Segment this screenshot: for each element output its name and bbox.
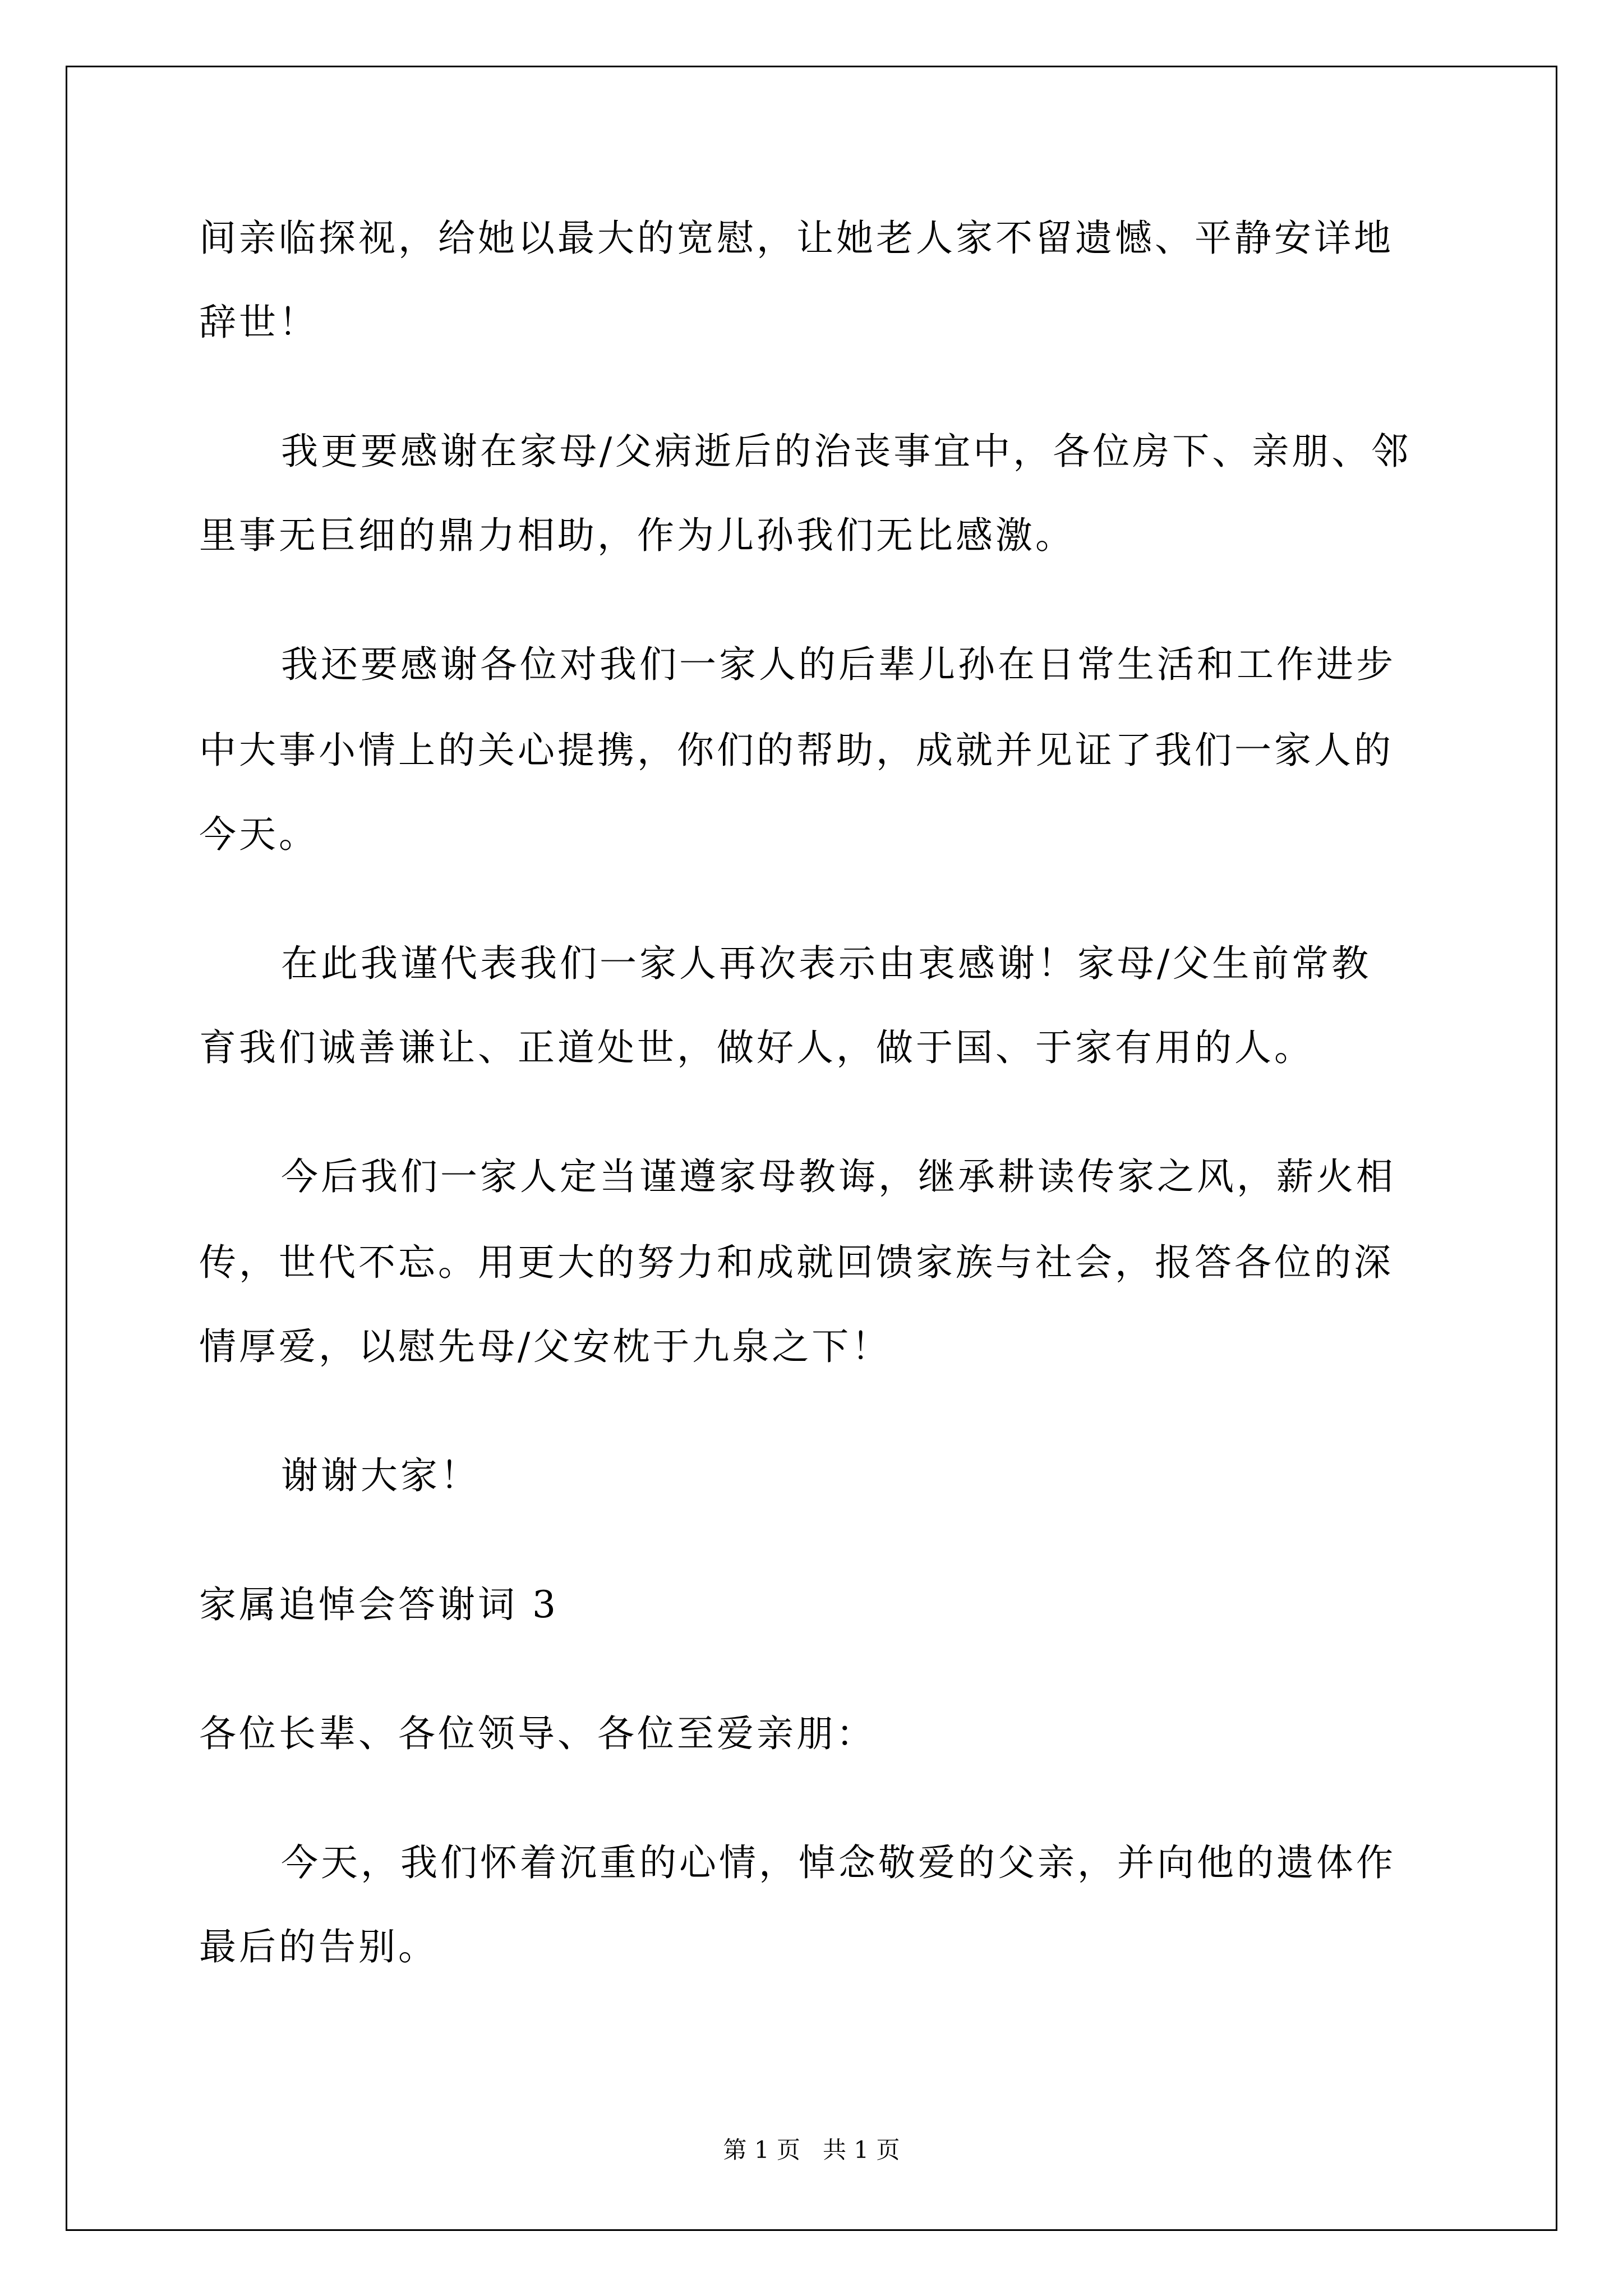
text-line: 育我们诚善谦让、正道处世，做好人，做于国、于家有用的人。	[199, 1026, 1314, 1069]
text-line: 间亲临探视，给她以最大的宽慰，让她老人家不留遗憾、平静安详地	[199, 217, 1394, 260]
salutation: 各位长辈、各位领导、各位至爱亲朋：	[199, 1712, 876, 1755]
text-line: 今天。	[199, 813, 319, 856]
paragraph-start: 我更要感谢在家母/父病逝后的治丧事宜中，各位房下、亲朋、邻	[281, 430, 1412, 473]
paragraph-start: 在此我谨代表我们一家人再次表示由衷感谢！家母/父生前常教	[281, 942, 1372, 985]
text-line: 中大事小情上的关心提携，你们的帮助，成就并见证了我们一家人的	[199, 729, 1394, 772]
section-title: 家属追悼会答谢词 3	[199, 1583, 559, 1626]
text-line: 最后的告别。	[199, 1925, 438, 1968]
text-line: 传，世代不忘。用更大的努力和成就回馈家族与社会，报答各位的深	[199, 1241, 1394, 1284]
paragraph-start: 我还要感谢各位对我们一家人的后辈儿孙在日常生活和工作进步	[281, 643, 1396, 686]
paragraph-start: 今后我们一家人定当谨遵家母教诲，继承耕读传家之风，薪火相	[281, 1155, 1396, 1198]
page-number-footer: 第 1 页 共 1 页	[723, 2136, 900, 2164]
paragraph-start: 谢谢大家！	[281, 1454, 480, 1497]
page-frame	[66, 66, 1557, 2231]
paragraph-start: 今天，我们怀着沉重的心情，悼念敬爱的父亲，并向他的遗体作	[281, 1841, 1396, 1884]
text-line: 里事无巨细的鼎力相助，作为儿孙我们无比感激。	[199, 514, 1075, 557]
text-line: 情厚爱，以慰先母/父安枕于九泉之下！	[199, 1325, 892, 1368]
text-line: 辞世！	[199, 301, 319, 344]
